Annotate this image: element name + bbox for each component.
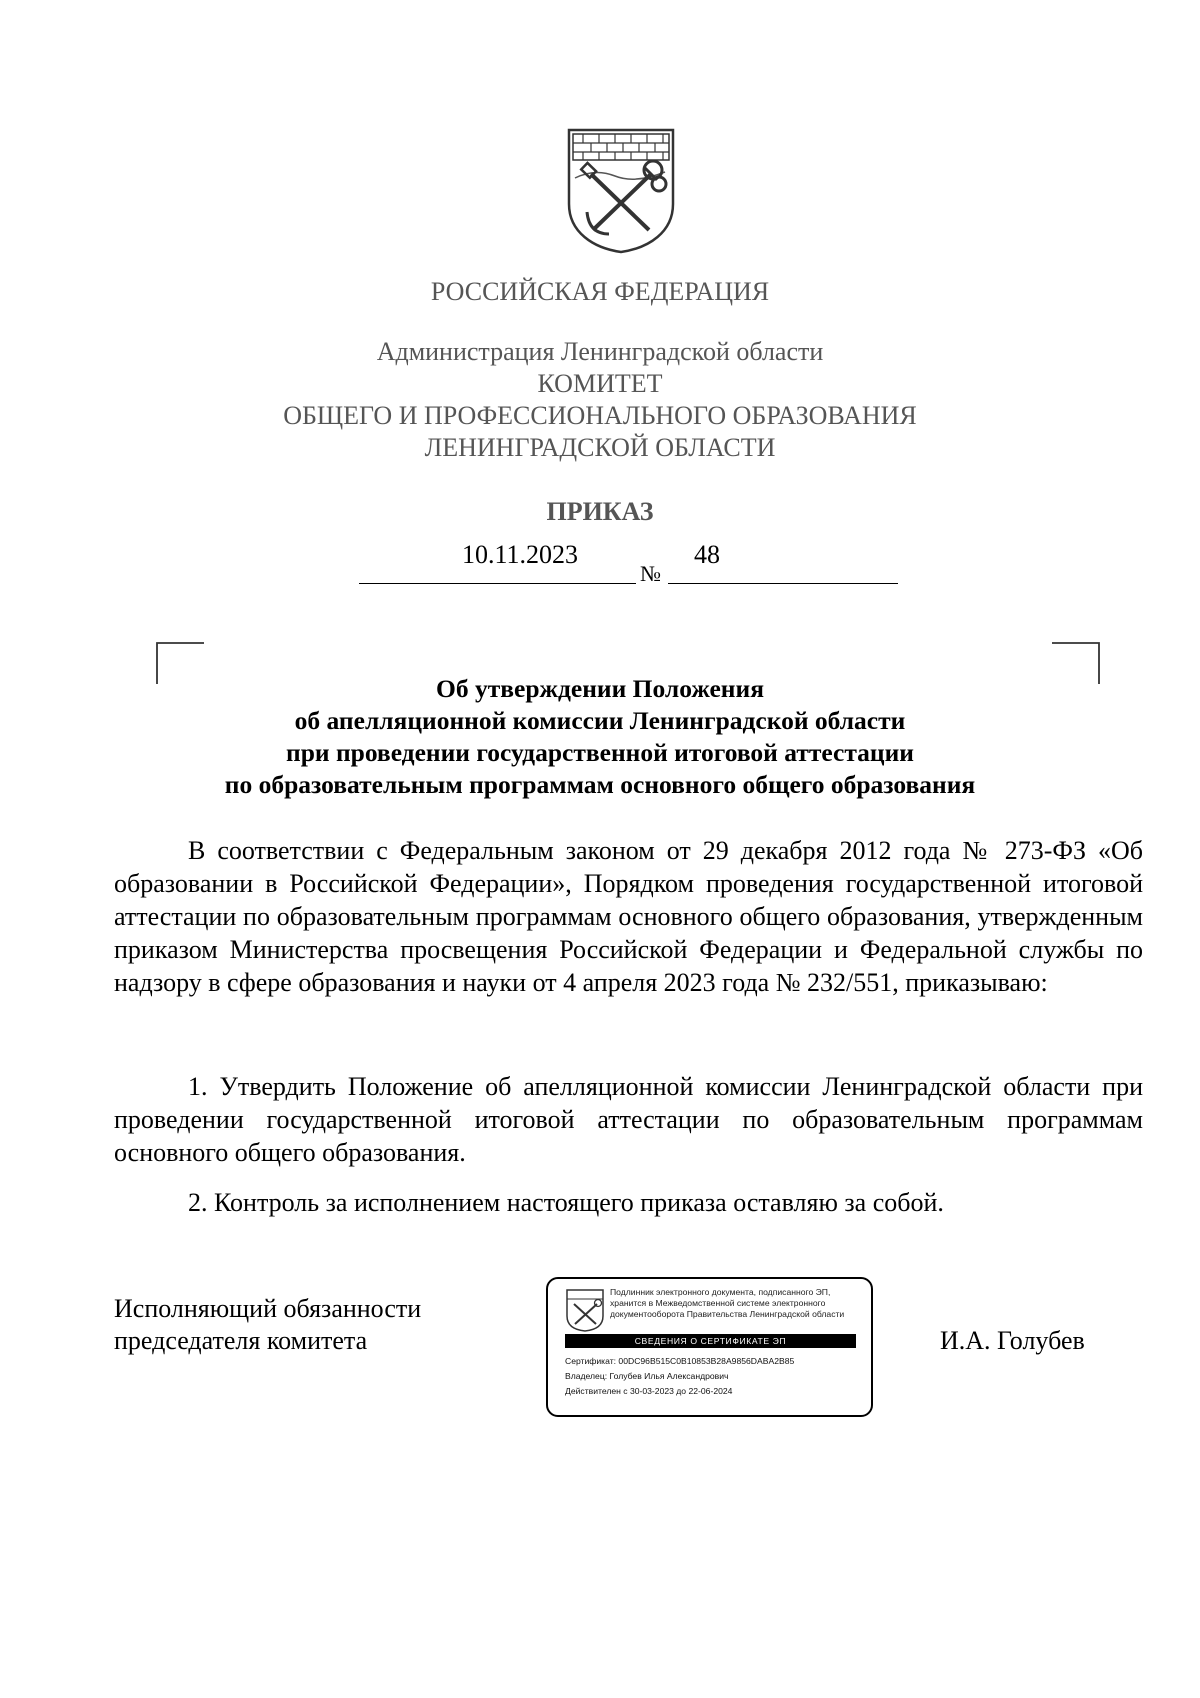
stamp-certificate-header: СВЕДЕНИЯ О СЕРТИФИКАТЕ ЭП: [565, 1334, 856, 1348]
order-date: 10.11.2023: [462, 540, 579, 569]
stamp-coat-of-arms-icon: [565, 1288, 605, 1332]
stamp-certificate-id: Сертификат: 00DC96B515C0B10853B28A9856DABA2B85: [565, 1356, 795, 1366]
signatory-name: И.А. Голубев: [940, 1326, 1085, 1355]
signatory-position-line2: председателя комитета: [114, 1326, 368, 1355]
coat-of-arms-icon: [565, 126, 677, 254]
stamp-owner: Владелец: Голубев Илья Александрович: [565, 1371, 729, 1381]
number-underline: [668, 583, 898, 584]
administration-heading: Администрация Ленинградской области: [376, 337, 824, 366]
order-number: 48: [694, 540, 720, 569]
preamble-paragraph: В соответствии с Федеральным законом от 29 декабря 2012 года № 273-ФЗ «Об образовании в Российской Федерации», Порядком проведения государственной итоговой аттестации по образовательным программам основного общего образования, утвержденным приказом Министерства просвещения Российской Федерации и Федеральной службы по надзору в сфере образования и науки от 4 апреля 2023 года № 232/551, приказываю:: [114, 836, 1143, 997]
title-line1: Об утверждении Положения: [436, 674, 764, 703]
committee-heading-line3: ЛЕНИНГРАДСКОЙ ОБЛАСТИ: [424, 433, 776, 462]
number-sign: №: [640, 561, 661, 586]
title-line4: по образовательным программам основного общего образования: [224, 770, 976, 799]
committee-heading-line2: ОБЩЕГО И ПРОФЕССИОНАЛЬНОГО ОБРАЗОВАНИЯ: [283, 401, 917, 430]
order-item-2: 2. Контроль за исполнением настоящего приказа оставляю за собой.: [188, 1188, 944, 1217]
stamp-description-line3: документооборота Правительства Ленинградской области: [610, 1309, 845, 1319]
title-line2: об апелляционной комиссии Ленинградской области: [294, 706, 906, 735]
electronic-signature-stamp: [546, 1277, 873, 1417]
stamp-description: [610, 1287, 860, 1320]
committee-heading-line1: КОМИТЕТ: [537, 369, 663, 398]
date-underline: [359, 583, 636, 584]
stamp-description-line1: Подлинник электронного документа, подписанного ЭП,: [610, 1287, 831, 1297]
stamp-description-line2: хранится в Межведомственной системе электронного: [610, 1298, 826, 1308]
country-heading: РОССИЙСКАЯ ФЕДЕРАЦИЯ: [430, 277, 770, 306]
stamp-validity: Действителен с 30-03-2023 до 22-06-2024: [565, 1386, 733, 1396]
title-line3: при проведении государственной итоговой аттестации: [286, 738, 914, 767]
document-type-heading: ПРИКАЗ: [546, 497, 654, 526]
signatory-position-line1: Исполняющий обязанности: [114, 1294, 422, 1323]
order-item-1: 1. Утвердить Положение об апелляционной комиссии Ленинградской области при проведении государственной итоговой аттестации по образовательным программам основного общего образования.: [114, 1072, 1143, 1167]
